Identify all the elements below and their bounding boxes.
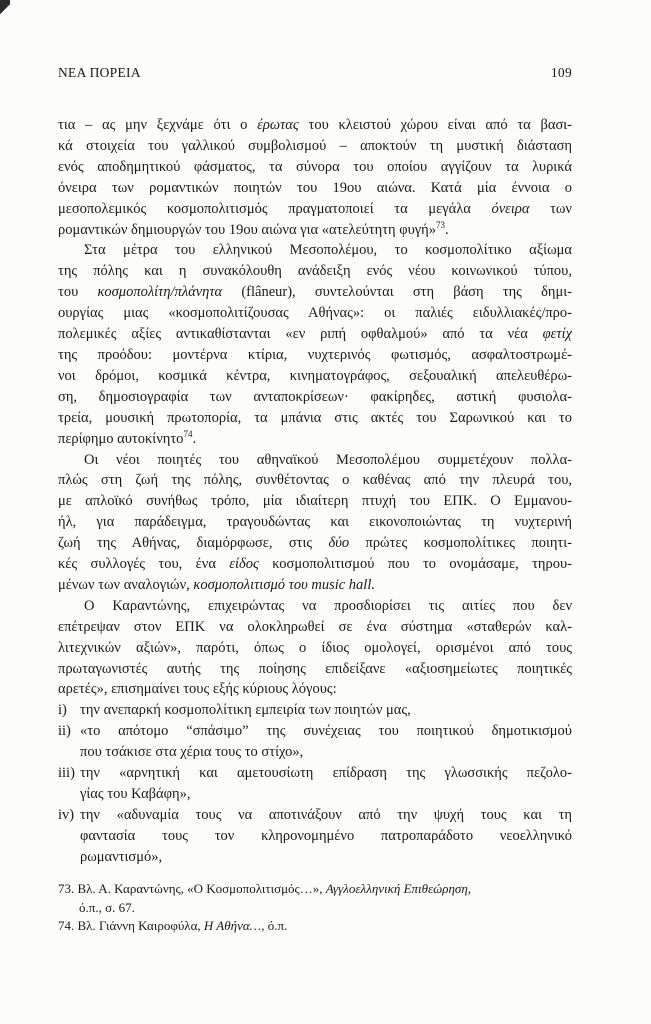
text-line: πλώς στη ζωή της πόλης, συνθέτοντας ο καθένας από την πλευρά του, — [58, 472, 572, 489]
footnote-73 — [58, 880, 572, 917]
text-line: νοι δρόμοι, κοσμικά κέντρα, κινηματογράφος, σεξουαλική απελευθέρω- — [58, 367, 572, 384]
text-line: περίφημο αυτοκίνητο$^{74}$. — [58, 428, 197, 447]
list-item — [58, 805, 572, 868]
text-line: που τσάκισε στα χέρια τους το στίχο», — [80, 744, 304, 761]
text-line: ρωμαντισμό», — [80, 848, 163, 865]
footnote-line — [58, 880, 572, 899]
text-line: της πόλης και η συνακόλουθη ανάδειξη ενός νέου κοινωνικού τύπου, — [58, 263, 572, 280]
list-item-number: iv) — [58, 806, 75, 823]
list-item-number: iii) — [58, 765, 75, 782]
text-line: ενός αποδημητικού φάσματος, τα σύνορα του οποίου αγγίζουν τα λυρικά — [58, 158, 572, 175]
text-line: της προόδου: μοντέρνα κτίρια, νυχτερινός φωτισμός, ασφαλτοστρωμέ- — [58, 346, 572, 363]
text-line: μεσοπολεμικός κοσμοπολιτισμός πραγματοποιεί τα μεγάλα όνειρα των — [58, 200, 572, 217]
list-item — [58, 721, 572, 763]
list-item — [58, 763, 572, 805]
list-item-number: ii) — [58, 723, 71, 740]
text-line: την «αρνητική και αμετουσίωτη επίδραση της γλωσσικής πεζολο- — [80, 765, 572, 782]
footnote-text: Βλ. Α. Καραντώνης, «Ο Κοσμοπολιτισμός…», — [77, 881, 326, 896]
text-line: με απλοϊκό συνήθως τρόπο, μία ιδιαίτερη πτυχή του ΕΠΚ. Ο Εμμανου- — [58, 493, 572, 510]
text-line: ση, δημοσιογραφία των ανταποκρίσεων· φακίρηδες, αστική φυσιολα- — [58, 388, 572, 405]
list-item — [58, 700, 572, 721]
text-line: κές συλλογές του, ένα είδος κοσμοπολιτισμού που το ονομάσαμε, τηρου- — [58, 556, 572, 573]
text-line: όνειρα των ρομαντικών ποιητών του 19ου αιώνα. Κατά μία έννοια ο — [58, 179, 572, 196]
running-head — [58, 65, 572, 85]
page-corner-shadow — [0, 0, 10, 30]
text-line: αρετές», επισημαίνει τους εξής κύριους λόγους: — [58, 681, 337, 698]
text-line: Ο Καραντώνης, επιχειρώντας να προσδιορίσει τις αιτίες που δεν — [84, 597, 572, 614]
text-line: την «αδυναμία τους να αποτινάξουν από την ψυχή τους και τη — [80, 806, 572, 823]
paragraph-3 — [58, 450, 572, 596]
text-line: «το απότομο “σπάσιμο” της συνέχειας του ποιητικού δημοτικισμού — [80, 723, 572, 740]
text-line: του κοσμοπολίτη/πλάνητα (flâneur), συντελούνται στη βάση της δημι- — [58, 284, 572, 301]
text-line: την ανεπαρκή κοσμοπολίτικη εμπειρία των ποιητών μας, — [80, 702, 411, 719]
text-line: γίας του Καβάφη», — [80, 786, 191, 802]
reasons-list — [58, 700, 572, 867]
text-line: πολεμικές αξίες αντικαθίστανται «εν ριπή οφθαλμού» από τα νέα φετίχ — [58, 326, 572, 343]
footnote-line: ό.π., σ. 67. — [79, 899, 135, 915]
text-line: Οι νέοι ποιητές του αθηναϊκού Μεσοπολέμου συμμετέχουν πολλα- — [84, 451, 572, 468]
footnote-number: 73. — [58, 881, 75, 896]
text-line: μένων των αναλογιών, κοσμοπολιτισμό του music hall. — [58, 576, 375, 593]
text-line: κά στοιχεία του γαλλικού συμβολισμού – αποκτούν τη μυστική διάσταση — [58, 137, 572, 154]
footnote-line — [58, 917, 572, 936]
paragraph-1 — [58, 115, 572, 240]
list-item-number: i) — [58, 702, 67, 719]
text-line: επέτρεψαν στον ΕΠΚ να ολοκληρωθεί σε ένα σύστημα «σταθερών καλ- — [58, 618, 572, 635]
footnote-italic: Η Αθήνα… — [203, 918, 262, 933]
body-text — [58, 115, 572, 868]
text-line: ζωή της Αθήνας, διαμόρφωσε, στις δύο πρώτες κοσμοπολίτικες ποιητι- — [58, 535, 572, 552]
footnote-number: 74. — [58, 918, 75, 933]
text-line: λιτεχνικών αξιών», παρότι, όπως ο ίδιος ομολογεί, ορισμένοι από τους — [58, 639, 572, 656]
footnote-text: Βλ. Γιάννη Καιροφύλα, — [77, 918, 204, 933]
footnote-74 — [58, 917, 572, 936]
text-line: πρωταγωνιστές αυτής της ποίησης επιδείξανε «αξιοσημείωτες ποιητικές — [58, 660, 572, 677]
paragraph-4 — [58, 596, 572, 701]
text-line: φαντασία τους τον κληρονομημένο πατροπαράδοτο νεοελληνικό — [80, 827, 572, 844]
text-line: τρεία, μουσική πρωτοπορία, τα μπάνια στις ακτές του Σαρωνικού και το — [58, 409, 572, 426]
text-line: τια – ας μην ξεχνάμε ότι ο έρωτας του κλειστού χώρου είναι από τα βασι- — [58, 117, 572, 133]
text-line: ρομαντικών δημιουργών του 19ου αιώνα για «ατελεύτητη φυγή»$^{73}$. — [58, 219, 449, 238]
text-line: Στα μέτρα του ελληνικού Μεσοπολέμου, το κοσμοπολίτικο αξίωμα — [84, 242, 572, 259]
footnote-text: , ό.π. — [261, 918, 288, 933]
page-number: 109 — [550, 65, 572, 80]
footnote-italic: Αγγλοελληνική Επιθεώρηση, — [325, 881, 472, 896]
text-line: ουργίας μιας «κοσμοπολιτίζουσας Αθήνας»: οι παλιές ειδυλλιακές/προ- — [58, 305, 572, 322]
text-line: ήλ, για παράδειγμα, τραγουδώντας και εικονοποιώντας τη νυχτερινή — [58, 514, 572, 531]
footnotes — [58, 880, 572, 936]
journal-title: ΝΕΑ ΠΟΡΕΙΑ — [58, 65, 141, 80]
paragraph-2 — [58, 240, 572, 449]
